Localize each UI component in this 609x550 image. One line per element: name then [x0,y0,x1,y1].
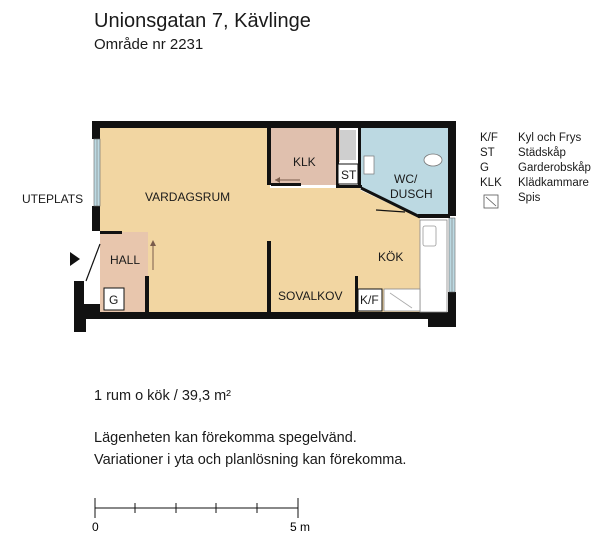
area-summary: 1 rum o kök / 39,3 m² [94,388,231,404]
legend-row [480,146,591,161]
note-variations: Variationer i yta och planlösning kan förekomma. [94,452,407,468]
west-wall-upper [92,121,100,139]
legend-code: KLK [480,177,502,189]
south-wall [74,312,456,319]
g-label: G [109,293,119,307]
legend-desc: Städskåp [518,147,566,159]
east-wall-upper [448,121,456,216]
scale-bar [95,498,298,518]
legend [480,131,591,206]
legend-desc: Spis [518,192,541,204]
sw-step [74,312,86,332]
kitchen-counter [420,220,447,312]
st-hatch [340,130,356,160]
legend-row [480,131,591,146]
wc-label-line2: DUSCH [390,187,433,201]
toilet [424,154,442,166]
legend-code: ST [480,147,495,159]
west-wall-mid [92,206,100,231]
kf-label: K/F [360,293,379,307]
kok-label: KÖK [378,250,404,264]
north-wall [92,121,456,128]
klk-south-wall [271,183,301,186]
hall-north-wall [100,231,122,234]
note-mirrored: Lägenheten kan förekomma spegelvänd. [94,430,357,446]
klk-label: KLK [293,155,316,169]
scale-end-label: 5 m [290,520,311,534]
entry-door-swing [86,244,100,281]
sovalkov-label: SOVALKOV [278,289,343,303]
uteplats-label: UTEPLATS [22,192,84,206]
legend-row [480,191,591,206]
spis-legend-icon [480,191,518,206]
se-corner-block [428,312,456,327]
legend-code: G [480,162,489,174]
legend-desc: Garderobskåp [518,162,591,174]
legend-desc: Kyl och Frys [518,132,582,144]
hall-east-wall [145,276,149,313]
st-label: ST [341,168,357,182]
wc-label-line1: WC/ [394,172,418,186]
klk-west-wall [267,127,271,185]
scale-start-label: 0 [92,520,99,534]
sovalkov-wall [267,241,271,313]
legend-row [480,176,591,191]
area-number: Område nr 2231 [94,36,204,53]
entrance-arrow [70,252,80,266]
wc-south-wall [418,214,450,218]
legend-desc: Klädkammare [518,177,589,189]
legend-row [480,161,591,176]
legend-code: K/F [480,132,498,144]
vardagsrum-label: VARDAGSRUM [145,190,231,204]
plan-title: Unionsgatan 7, Kävlinge [94,10,311,32]
hall-label: HALL [110,253,141,267]
